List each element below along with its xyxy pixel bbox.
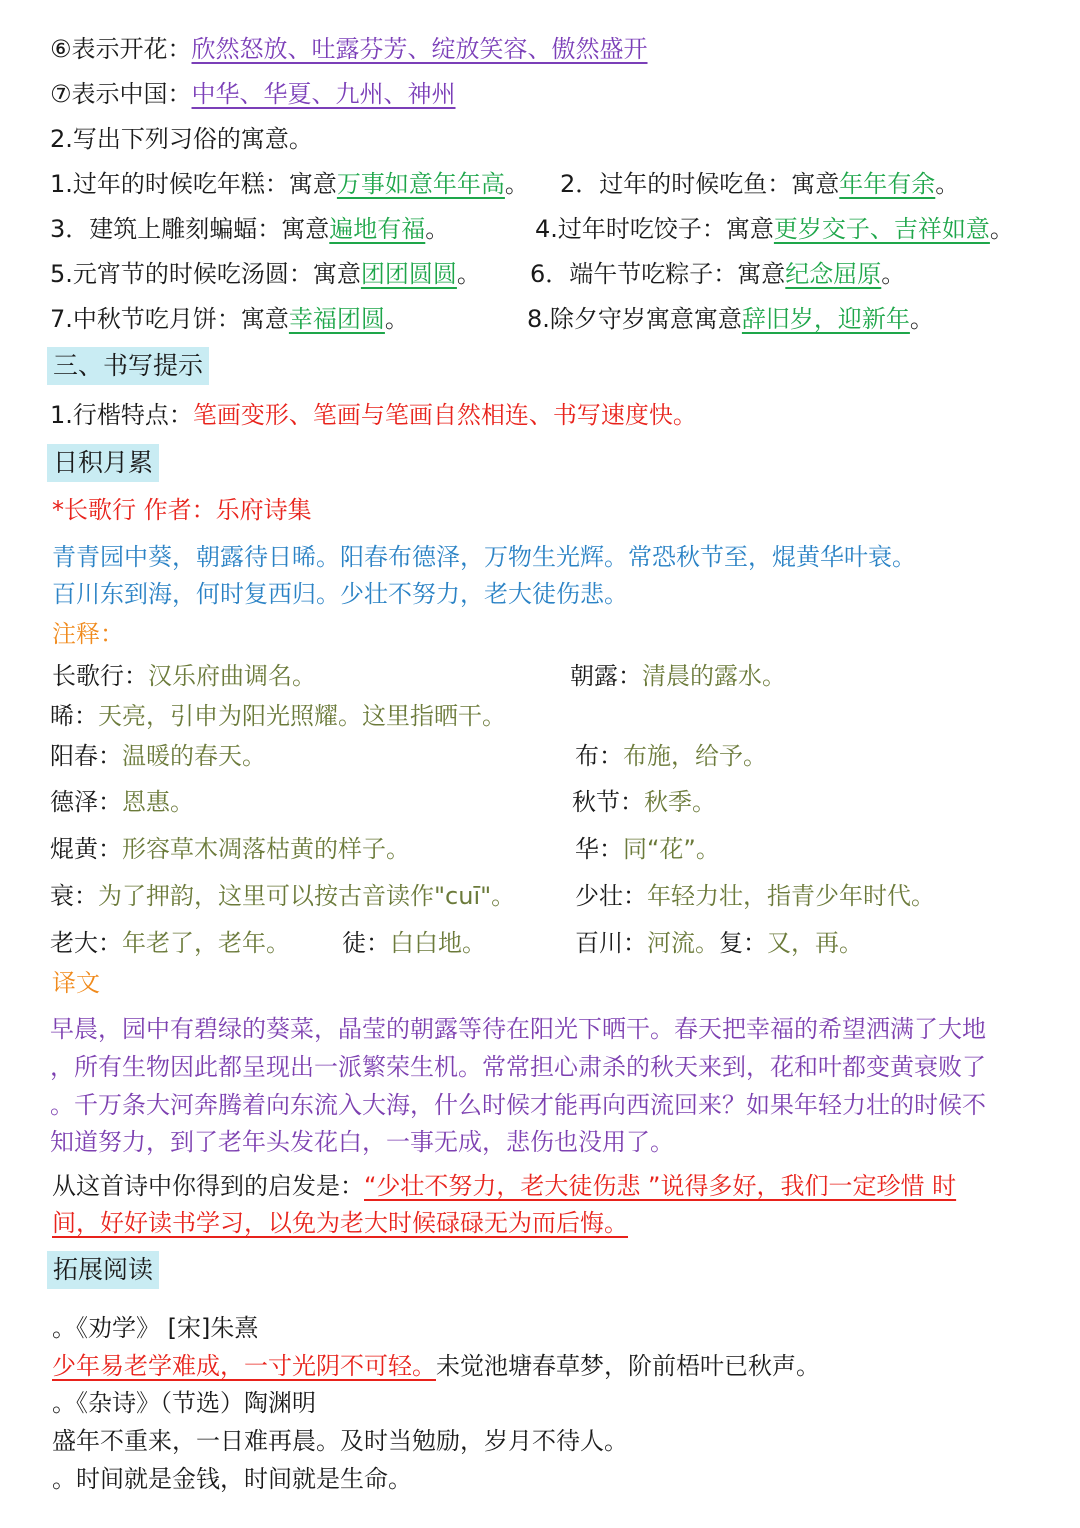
custom-8-label: 8.除夕守岁寓意寓意 [527, 305, 742, 333]
translation-label: 译文 [52, 969, 100, 997]
china-label: ⑦表示中国： [50, 80, 192, 108]
note-term: 德泽： [50, 788, 122, 816]
blossom-answer: 欣然怒放、吐露芬芳、绽放笑容、傲然盛开 [191, 35, 648, 63]
custom-2-answer: 年年有余 [839, 170, 936, 198]
notes-label: 注释： [52, 620, 124, 648]
custom-2-label: 2．过年的时候吃鱼：寓意 [560, 170, 840, 198]
note-term: 朝露： [570, 662, 642, 690]
custom-4 [535, 212, 1014, 246]
custom-3-answer: 遍地有福 [329, 215, 426, 243]
custom-5-answer: 团团圆圆 [360, 260, 457, 288]
custom-7-label: 7.中秋节吃月饼：寓意 [50, 305, 289, 333]
note-term: 阳春： [50, 742, 122, 770]
note-def: 恩惠。 [122, 788, 194, 816]
custom-8-end: 。 [909, 305, 934, 333]
note-def: 白白地。 [390, 929, 486, 957]
insight-label: 从这首诗中你得到的启发是： [52, 1172, 364, 1200]
custom-8 [527, 302, 934, 336]
custom-1-label: 1.过年的时候吃年糕：寓意 [50, 170, 337, 198]
custom-4-end: 。 [989, 215, 1014, 243]
note-term: 布： [575, 742, 623, 770]
translation-line: 知道努力，到了老年头发花白，一事无成，悲伤也没用了。 [50, 1128, 674, 1156]
note-term: 少壮： [575, 882, 647, 910]
note-item [575, 832, 720, 866]
custom-2 [560, 167, 959, 201]
note-def: 布施，给予。 [623, 742, 767, 770]
question-2-title: 2.写出下列习俗的寓意。 [50, 125, 313, 153]
translation-line: ，所有生物因此都呈现出一派繁荣生机。常常担心肃杀的秋天来到，花和叶都变黄衰败了 [50, 1053, 986, 1081]
custom-4-answer: 更岁交子、吉祥如意 [773, 215, 990, 243]
writing-tip-label: 1.行楷特点： [50, 401, 193, 429]
section-3-heading: 三、书写提示 [47, 347, 209, 385]
note-item [50, 879, 515, 913]
daily-accumulation-heading: 日积月累 [47, 444, 159, 482]
custom-4-label: 4.过年时吃饺子：寓意 [535, 215, 774, 243]
poem-line-1: 青青园中葵，朝露待日晞。阳春布德泽，万物生光辉。常恐秋节至，焜黄华叶衰。 [52, 543, 916, 571]
note-term: 秋节： [572, 788, 644, 816]
note-def: 又，再。 [767, 929, 863, 957]
note-item [50, 699, 506, 733]
note-term: 晞： [50, 702, 98, 730]
custom-3 [50, 212, 449, 246]
insight-line-2: 间，好好读书学习，以免为老大时候碌碌无为而后悔。 [52, 1209, 628, 1237]
note-def: 清晨的露水。 [642, 662, 786, 690]
note-term: 百川： [575, 929, 647, 957]
poem-line-2: 百川东到海，何时复西归。少壮不努力，老大徒伤悲。 [52, 580, 628, 608]
custom-6-end: 。 [881, 260, 906, 288]
note-def: 天亮，引申为阳光照耀。这里指晒干。 [98, 702, 506, 730]
extended-reading-heading: 拓展阅读 [47, 1251, 159, 1289]
note-term: 华： [575, 835, 623, 863]
blossom-label: ⑥表示开花： [50, 35, 192, 63]
reading-a-highlight: 少年易老学难成，一寸光阴不可轻。 [52, 1352, 436, 1380]
line-china [50, 77, 456, 111]
custom-6-label: 6．端午节吃粽子：寓意 [530, 260, 786, 288]
poem-title: *长歌行 作者：乐府诗集 [52, 496, 312, 524]
note-term: 长歌行： [52, 662, 148, 690]
note-term: 焜黄： [50, 835, 122, 863]
note-item [50, 739, 266, 773]
custom-6-answer: 纪念屈原 [785, 260, 882, 288]
line-blossom [50, 32, 648, 66]
reading-b-title: 。《杂诗》（节选）陶渊明 [52, 1389, 316, 1417]
custom-3-label: 3．建筑上雕刻蝙蝠：寓意 [50, 215, 330, 243]
note-item [342, 926, 486, 960]
translation-line: 早晨，园中有碧绿的葵菜，晶莹的朝露等待在阳光下晒干。春天把幸福的希望洒满了大地 [50, 1015, 986, 1043]
reading-a-title: 。《劝学》 [宋]朱熹 [52, 1314, 259, 1342]
custom-1 [50, 167, 529, 201]
note-term: 衰： [50, 882, 98, 910]
note-def: 温暖的春天。 [122, 742, 266, 770]
china-answer: 中华、华夏、九州、神州 [191, 80, 456, 108]
reading-a-text [52, 1349, 820, 1383]
note-def: 秋季。 [644, 788, 716, 816]
writing-tip-text: 笔画变形、笔画与笔画自然相连、书写速度快。 [192, 401, 697, 429]
note-item [50, 832, 410, 866]
note-def: 年老了，老年。 [122, 929, 290, 957]
custom-1-answer: 万事如意年年高 [336, 170, 505, 198]
note-term: 徒： [342, 929, 390, 957]
custom-6 [530, 257, 905, 291]
custom-7-answer: 幸福团圆 [288, 305, 385, 333]
note-def: 汉乐府曲调名。 [148, 662, 316, 690]
insight-text-1: “少壮不努力，老大徒伤悲 ”说得多好，我们一定珍惜 时 [364, 1172, 957, 1200]
note-def: 形容草木凋落枯黄的样子。 [122, 835, 410, 863]
custom-2-end: 。 [935, 170, 960, 198]
note-item [50, 785, 194, 819]
reading-a-rest: 未觉池塘春草梦，阶前梧叶已秋声。 [436, 1352, 820, 1380]
translation-line: 。千万条大河奔腾着向东流入大海，什么时候才能再向西流回来？如果年轻力壮的时候不 [50, 1091, 986, 1119]
note-term: 老大： [50, 929, 122, 957]
note-item [570, 659, 786, 693]
custom-5-label: 5.元宵节的时候吃汤圆：寓意 [50, 260, 361, 288]
note-item [575, 926, 863, 960]
note-term: 复： [719, 929, 767, 957]
custom-5 [50, 257, 481, 291]
custom-3-end: 。 [425, 215, 450, 243]
note-def: 为了押韵，这里可以按古音读作"cuī"。 [98, 882, 516, 910]
note-item [50, 926, 290, 960]
note-item [575, 739, 767, 773]
note-item [52, 659, 316, 693]
custom-7-end: 。 [384, 305, 409, 333]
note-def: 同“花”。 [623, 835, 720, 863]
reading-c-text: 。时间就是金钱，时间就是生命。 [52, 1465, 412, 1493]
custom-8-answer: 辞旧岁，迎新年 [741, 305, 910, 333]
note-def: 河流。 [647, 929, 719, 957]
custom-5-end: 。 [456, 260, 481, 288]
note-item [575, 879, 935, 913]
note-item [572, 785, 716, 819]
custom-7 [50, 302, 409, 336]
insight-line-1 [52, 1169, 956, 1203]
note-def: 年轻力壮，指青少年时代。 [647, 882, 935, 910]
custom-1-end: 。 [504, 170, 529, 198]
reading-b-text: 盛年不重来，一日难再晨。及时当勉励，岁月不待人。 [52, 1427, 628, 1455]
writing-tip [50, 398, 697, 432]
